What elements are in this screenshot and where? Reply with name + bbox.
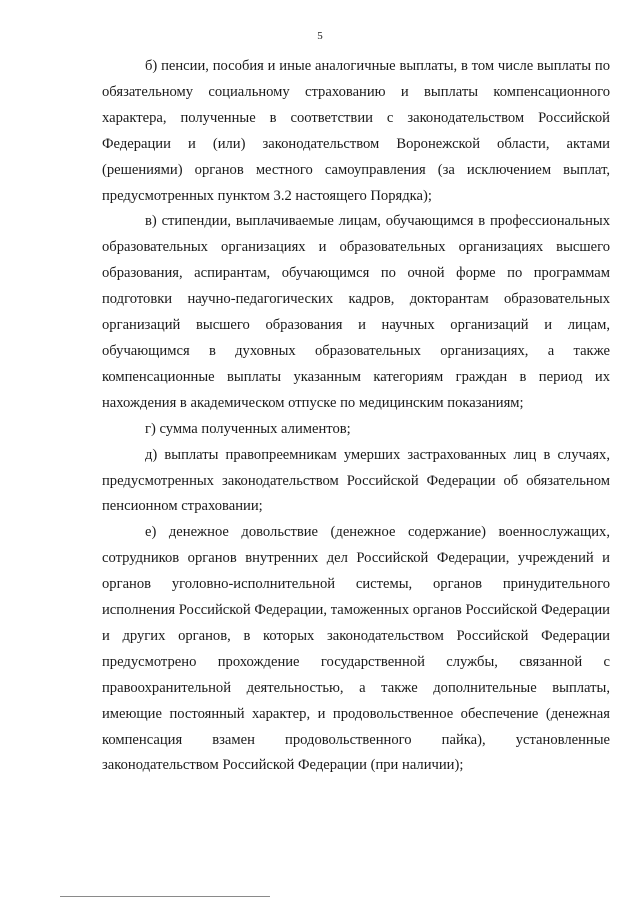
page-number: 5 bbox=[317, 30, 323, 42]
document-body bbox=[102, 54, 610, 779]
paragraph-v: в) стипендии, выплачиваемые лицам, обучающимся в профессиональных образовательных организациях и образовательных организациях высшего образования, аспирантам, обучающимся по очной форме по программам подготовки научно-педагогических кадров, докторантам образовательных организаций высшего образования и научных организаций и лицам, обучающимся в духовных образовательных организациях, а также компенсационные выплаты указанным категориям граждан в период их нахождения в академическом отпуске по медицинским показаниям; bbox=[102, 213, 610, 411]
paragraph-b: б) пенсии, пособия и иные аналогичные выплаты, в том числе выплаты по обязательному социальному страхованию и выплаты компенсационного характера, полученные в соответствии с законодательством Российской Федерации и (или) законодательством Воронежской области, актами (решениями) органов местного самоуправления (за исключением выплат, предусмотренных пунктом 3.2 настоящего Порядка); bbox=[102, 58, 610, 204]
paragraph-e: е) денежное довольствие (денежное содержание) военнослужащих, сотрудников органов внутренних дел Российской Федерации, учреждений и органов уголовно-исполнительной системы, органов принудительного исполнения Российской Федерации, таможенных органов Российской Федерации и других органов, в которых законодательством Российской Федерации предусмотрено прохождение государственной службы, связанной с правоохранительной деятельностью, а также дополнительные выплаты, имеющие постоянный характер, и продовольственное обеспечение (денежная компенсация взамен продовольственного пайка), установленные законодательством Российской Федерации (при наличии); bbox=[102, 524, 610, 774]
paragraph-g: г) сумма полученных алиментов; bbox=[145, 420, 351, 437]
bottom-rule bbox=[60, 896, 270, 897]
paragraph-d: д) выплаты правопреемникам умерших застрахованных лиц в случаях, предусмотренных законодательством Российской Федерации об обязательном пенсионном страховании; bbox=[102, 446, 610, 515]
